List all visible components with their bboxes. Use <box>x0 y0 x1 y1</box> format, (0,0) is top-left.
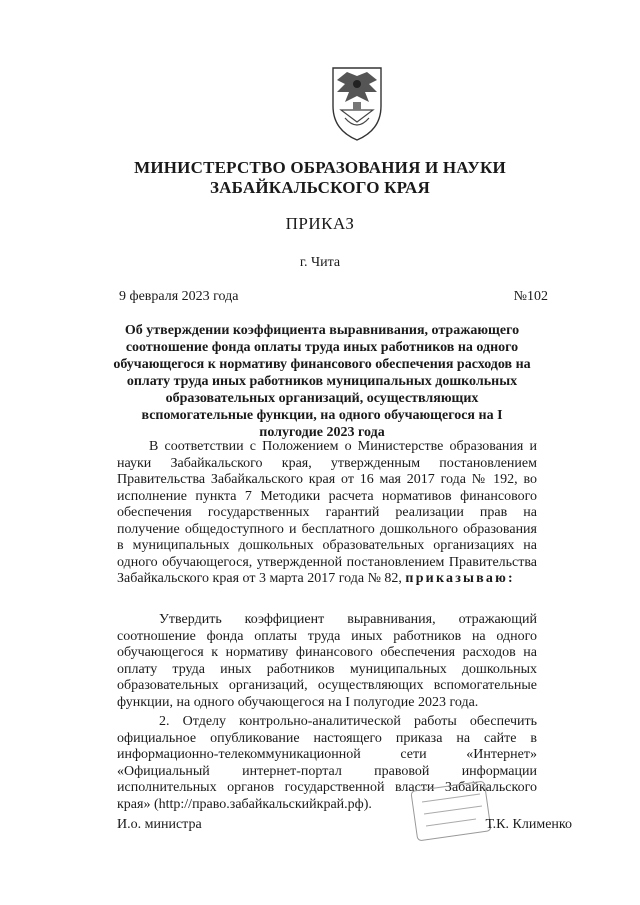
city: г. Чита <box>299 255 341 270</box>
preamble-text: В соответствии с Положением о Министерстве образования и науки Забайкальского края, утвержденным постановлением Правительства Забайкальского края от 16 мая 2017 года № 192, во исполнение пункта 7 Методики расчета нормативов финансового обеспечения государственных гарантий реализации прав на получение общедоступного и бесплатного дошкольного образования в муниципальных дошкольных образовательных организациях на одного обучающегося, утвержденной постановлением Правительства Забайкальского края от 3 марта 2017 года № 82, <box>117 439 537 586</box>
ministry-name-line2: ЗАБАЙКАЛЬСКОГО КРАЯ <box>209 178 430 197</box>
coat-of-arms-emblem <box>325 62 389 142</box>
order-item-2: 2. Отделу контрольно-аналитической работы обеспечить официальное опубликование настоящего приказа на сайте в информационно-телекоммуникационной сети «Интернет» «Официальный интернет-портал правовой информации исполнительных органов государственной власти Забайкальского края» (http://право.забайкальскийкрай.рф). <box>117 714 537 812</box>
ministry-name <box>0 158 640 198</box>
signer-name: Т.К. Клименко <box>485 817 572 832</box>
order-number: №102 <box>513 289 548 304</box>
approval-stamp <box>410 780 492 842</box>
order-item-1: Утвердить коэффициент выравнивания, отражающий соотношение фонда оплаты труда иных работников на одного обучающегося к нормативу финансового обеспечения расходов на оплату труда иных работников муниципальных дошкольных образовательных организаций, осуществляющих вспомогательные функции, на одного обучающегося на I полугодие 2023 года. <box>117 612 537 710</box>
preamble-paragraph <box>117 439 537 588</box>
document-type: ПРИКАЗ <box>285 214 355 233</box>
order-date: 9 февраля 2023 года <box>119 289 239 304</box>
order-word: приказываю: <box>405 571 515 586</box>
signer-role: И.о. министра <box>117 817 202 832</box>
order-subject: Об утверждении коэффициента выравнивания, отражающего соотношение фонда оплаты труда иных работников на одного обучающегося к нормативу финансового обеспечения расходов на оплату труда иных работников муниципальных дошкольных образовательных организаций, осуществляющих вспомогательные функции, на одного обучающегося на I полугодие 2023 года <box>113 323 531 440</box>
ministry-name-line1: МИНИСТЕРСТВО ОБРАЗОВАНИЯ И НАУКИ <box>134 158 506 177</box>
